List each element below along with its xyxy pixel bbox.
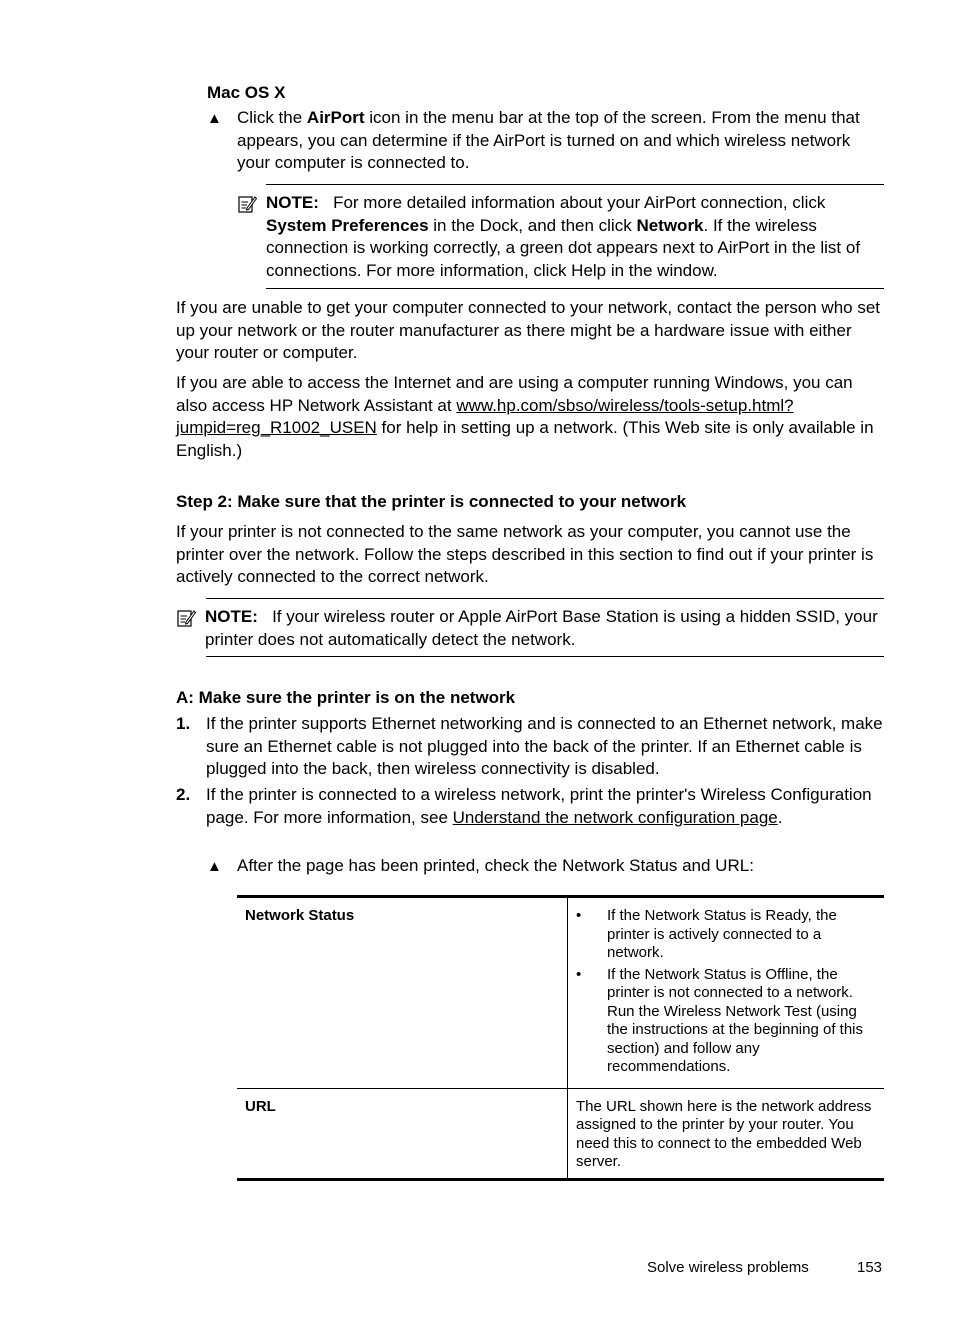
list-number-2: 2.: [176, 785, 191, 804]
mac-instruction-text-2: icon in the menu bar at the top of the screen. From the menu that appears, you can determine if the AirPort is turned on and which wireless network your computer is connected to.: [237, 108, 860, 172]
note1-label: NOTE:: [266, 193, 319, 212]
mac-instruction-text: Click the: [237, 108, 307, 127]
paragraph-text-2: for help in setting up a network. (This Web site is only available in English.): [176, 418, 874, 460]
list-item: [576, 907, 876, 963]
status-list: [576, 907, 876, 1077]
paragraph-contact: If you are unable to get your computer connected to your network, contact the person who set up your network or the router manufacturer as there might be a hardware issue with either your router or computer.: [176, 298, 881, 362]
note1-text-2: in the Dock, and then click: [428, 215, 637, 235]
note2-label: NOTE:: [205, 607, 258, 626]
note1-bottom-rule: [266, 288, 884, 289]
note2-top-rule: [206, 598, 884, 599]
note1-body: [266, 192, 886, 282]
triangle-bullet-icon: ▲: [207, 858, 222, 875]
footer-section: Solve wireless problems: [647, 1259, 809, 1276]
note1-text-3: . If the wireless connection is working correctly, a green dot appears next to AirPort in the list of connections. For more information, click Help in the window.: [266, 215, 861, 280]
sectionA-heading: A: Make sure the printer is on the network: [176, 688, 516, 707]
page-number: 153: [857, 1259, 883, 1276]
table-cell-label: Network Status: [237, 897, 568, 1089]
sub-bullet: After the page has been printed, check the Network Status and URL:: [237, 856, 754, 875]
link-part-2: jumpid=reg_R1002_USEN: [176, 418, 377, 437]
table-cell-value: [568, 897, 885, 1089]
table-row: [237, 897, 884, 1089]
link-part-1: www.hp.com/sbso/wireless/tools-setup.html?: [456, 395, 794, 415]
status-offline-text: If the Network Status is Offline, the printer is not connected to a network. Run the Wireless Network Test (using the instructions at the beginning of this section) and follow any recommendations.: [607, 965, 863, 1075]
note2-body: [205, 606, 889, 651]
note2-bottom-rule: [206, 656, 884, 657]
paragraph-text: If you are able to access the Internet and are using a computer running Windows, you can also access HP Network Assistant at: [176, 373, 853, 415]
airport-term: AirPort: [306, 108, 365, 127]
step2-heading: Step 2: Make sure that the printer is connected to your network: [176, 492, 687, 511]
note-icon: [176, 608, 196, 628]
note1-top-rule: [266, 184, 884, 185]
bullet-icon: •: [576, 965, 582, 983]
list-item: [576, 966, 876, 1077]
bullet-icon: •: [576, 907, 582, 924]
table-cell-label: URL: [237, 1088, 568, 1179]
mac-heading: Mac OS X: [207, 83, 286, 102]
network-status-table: [237, 895, 884, 1181]
network-term: Network: [636, 215, 704, 235]
mac-instruction: [237, 107, 887, 175]
list-item-1: If the printer supports Ethernet networking and is connected to an Ethernet network, make sure an Ethernet cable is not plugged into the back of the printer. If an Ethernet cable is plugged into the back, then wireless connectivity is disabled.: [206, 714, 883, 778]
triangle-bullet-icon: ▲: [207, 110, 222, 127]
system-preferences-term: System Preferences: [266, 215, 429, 235]
note-icon: [237, 194, 257, 214]
list-number-1: 1.: [176, 714, 191, 733]
list-item-2: [206, 784, 888, 829]
list-item-2-text: If the printer is connected to a wireless network, print the printer's Wireless Configuration page. For more information, see: [206, 785, 872, 827]
list-item-2-end: .: [777, 807, 783, 827]
network-config-link[interactable]: Understand the network configuration page: [452, 807, 778, 827]
table-cell-value: The URL shown here is the network address assigned to the printer by your router. You need this to connect to the embedded Web server.: [568, 1088, 885, 1179]
note1-text: For more detailed information about your AirPort connection, click: [333, 193, 826, 212]
status-ready-text: If the Network Status is Ready, the printer is actively connected to a network.: [607, 907, 837, 961]
table-row: [237, 1088, 884, 1179]
paragraph-network-assistant: [176, 372, 888, 462]
note2-text: If your wireless router or Apple AirPort Base Station is using a hidden SSID, your printer does not automatically detect the network.: [205, 607, 878, 649]
step2-body: If your printer is not connected to the same network as your computer, you cannot use the printer over the network. Follow the steps described in this section to find out if your printer is actively connected to the correct network.: [176, 522, 874, 586]
